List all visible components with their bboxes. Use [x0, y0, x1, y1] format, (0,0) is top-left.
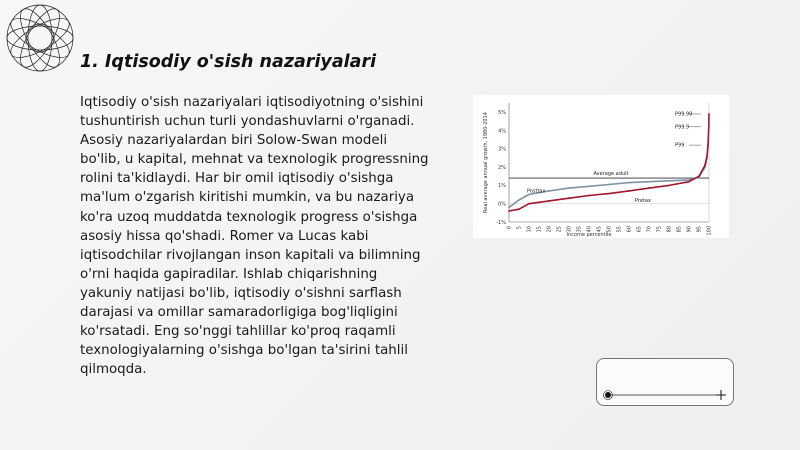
x-tick-label: 5: [516, 226, 523, 230]
series-point-posttax: [518, 199, 520, 201]
logo-icon: [4, 2, 76, 74]
series-point-pretax: [707, 144, 709, 146]
series-point-pretax: [698, 175, 700, 177]
y-axis-label: Real average annual growth, 1980-2014: [483, 112, 489, 213]
x-axis-label: Income percentile: [566, 232, 612, 238]
y-tick-label: -1%: [496, 219, 506, 226]
x-tick-label: 55: [616, 226, 623, 233]
series-point-pretax: [648, 187, 650, 189]
growth-incidence-chart: [473, 95, 729, 238]
series-point-posttax: [588, 185, 590, 187]
series-point-pretax: [548, 200, 550, 202]
series-point-posttax: [628, 182, 630, 184]
x-tick-label: 65: [636, 226, 643, 233]
x-tick-label: 20: [546, 226, 553, 233]
x-tick-label: 90: [686, 226, 693, 233]
series-point-pretax: [708, 126, 710, 128]
series-point-pretax: [508, 210, 510, 212]
series-point-pretax: [528, 203, 530, 205]
chart-svg: [473, 95, 729, 238]
series-point-pretax: [704, 164, 706, 166]
series-point-pretax: [628, 190, 630, 192]
series-label-pretax: Pretax: [635, 197, 651, 204]
y-tick-label: 1%: [498, 183, 506, 190]
slide-body-text: Iqtisodiy o'sish nazariyalari iqtisodiyotning o'sishini tushuntirish uchun turli yondashuvlarni o'rganadi. Asosiy nazariyalardan biri Solow-Swan modeli bo'lib, u kapital, mehnat va texnologik progressning rolini ta'kidlaydi. Har bir omil iqtisodiy o'sishga ma'lum o'zgarish kiritishi mumkin, va bu nazariya ko'ra uzoq muddatda texnologik progress o'sishga asosiy hissa qo'shadi. Romer va Lucas kabi iqtisodchilar rivojlangan inson kapitali va bilimning o'rni haqida gapiradilar. Ishlab chiqarishning yakuniy natijasi bo'lib, iqtisodiy o'sishni sarflash darajasi va omillar samaradorligiga bog'liqligini ko'rsatadi. Eng so'nggi tahlillar ko'proq raqamli texnologiyalarning o'sishga bo'lgan ta'sirini tahlil qilmoqda.: [80, 95, 429, 378]
x-tick-label: 0: [506, 226, 513, 230]
x-tick-label: 100: [706, 226, 713, 236]
series-point-pretax: [608, 193, 610, 195]
series-point-pretax: [518, 208, 520, 210]
series-point-posttax: [668, 180, 670, 182]
x-tick-label: 85: [676, 226, 683, 233]
media-control-box[interactable]: [596, 358, 734, 406]
x-tick-label: 60: [626, 226, 633, 233]
y-tick-label: 0%: [498, 201, 506, 208]
x-tick-label: 50: [606, 226, 613, 233]
series-line-posttax: [509, 158, 707, 208]
series-point-posttax: [608, 184, 610, 186]
series-label-posttax: Posttax: [527, 188, 546, 195]
x-tick-label: 45: [596, 226, 603, 233]
series-point-posttax: [648, 181, 650, 183]
x-tick-label: 40: [586, 226, 593, 233]
y-tick-label: 2%: [498, 164, 506, 171]
y-tick-label: 5%: [498, 109, 506, 116]
x-tick-label: 70: [646, 226, 653, 233]
percentile-annotation: P99: [675, 142, 685, 149]
x-tick-label: 75: [656, 226, 663, 233]
x-tick-label: 30: [566, 226, 573, 233]
percentile-annotation: P99.9: [675, 124, 690, 131]
series-point-posttax: [508, 206, 510, 208]
playhead-dot-icon[interactable]: [605, 392, 611, 398]
x-tick-label: 35: [576, 226, 583, 233]
y-tick-label: 4%: [498, 128, 506, 135]
series-point-posttax: [568, 187, 570, 189]
series-point-pretax: [568, 197, 570, 199]
x-tick-label: 15: [536, 226, 543, 233]
series-point-pretax: [668, 184, 670, 186]
series-point-posttax: [548, 190, 550, 192]
y-tick-label: 3%: [498, 146, 506, 153]
percentile-annotation: P99.99: [675, 111, 693, 118]
series-point-pretax: [706, 155, 708, 157]
x-tick-label: 95: [696, 226, 703, 233]
x-tick-label: 25: [556, 226, 563, 233]
series-point-pretax: [688, 181, 690, 183]
slide-title: 1. Iqtisodiy o'sish nazariyalari: [80, 52, 377, 72]
average-line-label: Average adult: [593, 171, 629, 178]
series-point-pretax: [588, 195, 590, 197]
x-tick-label: 80: [666, 226, 673, 233]
x-tick-label: 10: [526, 226, 533, 233]
series-point-pretax: [708, 113, 710, 115]
